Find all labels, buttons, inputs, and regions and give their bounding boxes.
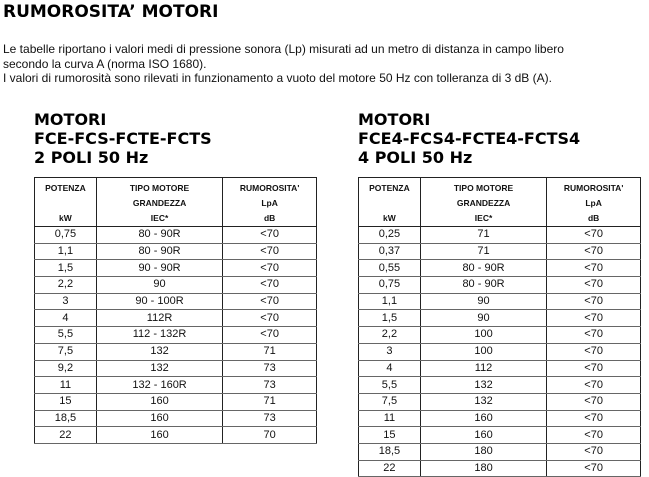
cell-potenza: 18,5 bbox=[359, 443, 421, 460]
header-line: IEC* bbox=[150, 213, 169, 223]
noise-table-2-poles bbox=[34, 177, 317, 444]
header-line: kW bbox=[383, 213, 396, 223]
right-table-title bbox=[358, 110, 580, 167]
table-row bbox=[35, 377, 317, 394]
cell-rumorosita: 73 bbox=[223, 377, 317, 394]
cell-potenza: 1,1 bbox=[359, 293, 421, 310]
cell-potenza: 1,1 bbox=[35, 243, 97, 260]
table-row bbox=[359, 377, 641, 394]
cell-rumorosita: <70 bbox=[547, 393, 641, 410]
header-line: POTENZA bbox=[369, 183, 410, 193]
page-title: RUMOROSITA’ MOTORI bbox=[3, 2, 219, 22]
header-line: GRANDEZZA bbox=[132, 198, 187, 208]
table-title-line: 4 POLI 50 Hz bbox=[358, 148, 473, 167]
table-row bbox=[359, 343, 641, 360]
cell-potenza: 18,5 bbox=[35, 410, 97, 427]
header-line bbox=[360, 196, 419, 211]
cell-tipo-motore: 160 bbox=[420, 427, 546, 444]
cell-potenza: 15 bbox=[359, 427, 421, 444]
table-body bbox=[35, 227, 317, 444]
cell-rumorosita: <70 bbox=[547, 410, 641, 427]
cell-rumorosita: <70 bbox=[547, 343, 641, 360]
cell-tipo-motore: 80 - 90R bbox=[96, 227, 222, 244]
cell-rumorosita: <70 bbox=[223, 310, 317, 327]
table-row bbox=[35, 260, 317, 277]
table-title-line: 2 POLI 50 Hz bbox=[34, 148, 149, 167]
table-row bbox=[35, 310, 317, 327]
table-row bbox=[359, 327, 641, 344]
table-title-line: FCE-FCS-FCTE-FCTS bbox=[34, 129, 212, 148]
header-line: TIPO MOTORE bbox=[453, 183, 514, 193]
cell-tipo-motore: 71 bbox=[420, 227, 546, 244]
cell-potenza: 22 bbox=[35, 427, 97, 444]
left-table-title bbox=[34, 110, 212, 167]
cell-tipo-motore: 132 - 160R bbox=[96, 377, 222, 394]
cell-tipo-motore: 180 bbox=[420, 460, 546, 477]
cell-potenza: 11 bbox=[359, 410, 421, 427]
table-row bbox=[359, 260, 641, 277]
cell-potenza: 22 bbox=[359, 460, 421, 477]
cell-tipo-motore: 160 bbox=[420, 410, 546, 427]
cell-tipo-motore: 90 bbox=[420, 310, 546, 327]
header-line: GRANDEZZA bbox=[456, 198, 511, 208]
table-row bbox=[359, 410, 641, 427]
header-line: kW bbox=[59, 213, 72, 223]
table-row bbox=[359, 227, 641, 244]
cell-tipo-motore: 160 bbox=[96, 393, 222, 410]
cell-rumorosita: 73 bbox=[223, 360, 317, 377]
intro-line: Le tabelle riportano i valori medi di pressione sonora (Lp) misurati ad un metro di distanza in campo libero bbox=[3, 42, 564, 56]
table-row bbox=[35, 410, 317, 427]
cell-rumorosita: 71 bbox=[223, 393, 317, 410]
table-row bbox=[359, 427, 641, 444]
cell-potenza: 0,75 bbox=[359, 277, 421, 294]
cell-rumorosita: <70 bbox=[223, 293, 317, 310]
cell-rumorosita: <70 bbox=[223, 277, 317, 294]
table-row bbox=[359, 460, 641, 477]
intro-line: I valori di rumorosità sono rilevati in funzionamento a vuoto del motore 50 Hz con tolleranza di 3 dB (A). bbox=[3, 71, 552, 85]
cell-potenza: 3 bbox=[359, 343, 421, 360]
header-line: RUMOROSITA' bbox=[563, 183, 624, 193]
table-header bbox=[359, 178, 641, 227]
table-row bbox=[359, 293, 641, 310]
cell-potenza: 4 bbox=[359, 360, 421, 377]
cell-potenza: 1,5 bbox=[359, 310, 421, 327]
cell-rumorosita: <70 bbox=[223, 243, 317, 260]
cell-rumorosita: <70 bbox=[547, 277, 641, 294]
cell-potenza: 7,5 bbox=[359, 393, 421, 410]
cell-tipo-motore: 100 bbox=[420, 343, 546, 360]
cell-rumorosita: <70 bbox=[223, 327, 317, 344]
cell-potenza: 0,25 bbox=[359, 227, 421, 244]
table-body bbox=[359, 227, 641, 477]
header-line bbox=[36, 196, 95, 211]
cell-potenza: 7,5 bbox=[35, 343, 97, 360]
table-row bbox=[35, 360, 317, 377]
table-row bbox=[35, 343, 317, 360]
cell-potenza: 9,2 bbox=[35, 360, 97, 377]
cell-tipo-motore: 132 bbox=[96, 343, 222, 360]
cell-potenza: 2,2 bbox=[35, 277, 97, 294]
table-row bbox=[359, 393, 641, 410]
header-line: RUMOROSITA' bbox=[239, 183, 300, 193]
cell-potenza: 1,5 bbox=[35, 260, 97, 277]
table-row bbox=[35, 227, 317, 244]
cell-rumorosita: <70 bbox=[547, 243, 641, 260]
header-rumorosita bbox=[547, 178, 641, 227]
cell-tipo-motore: 132 bbox=[96, 360, 222, 377]
cell-tipo-motore: 90 bbox=[96, 277, 222, 294]
cell-rumorosita: <70 bbox=[547, 293, 641, 310]
cell-rumorosita: <70 bbox=[547, 327, 641, 344]
table-row bbox=[359, 243, 641, 260]
cell-rumorosita: <70 bbox=[223, 227, 317, 244]
cell-rumorosita: <70 bbox=[547, 427, 641, 444]
header-line: IEC* bbox=[474, 213, 493, 223]
header-line: LpA bbox=[261, 198, 278, 208]
header-line: TIPO MOTORE bbox=[129, 183, 190, 193]
cell-rumorosita: <70 bbox=[547, 260, 641, 277]
header-potenza bbox=[359, 178, 421, 227]
cell-potenza: 4 bbox=[35, 310, 97, 327]
table-title-line: MOTORI bbox=[34, 110, 107, 129]
header-rumorosita bbox=[223, 178, 317, 227]
table-row bbox=[35, 277, 317, 294]
table-title-line: MOTORI bbox=[358, 110, 431, 129]
cell-tipo-motore: 112R bbox=[96, 310, 222, 327]
cell-potenza: 5,5 bbox=[359, 377, 421, 394]
cell-rumorosita: <70 bbox=[547, 227, 641, 244]
intro-text bbox=[3, 42, 643, 86]
cell-potenza: 3 bbox=[35, 293, 97, 310]
cell-tipo-motore: 71 bbox=[420, 243, 546, 260]
cell-tipo-motore: 160 bbox=[96, 410, 222, 427]
cell-tipo-motore: 80 - 90R bbox=[96, 243, 222, 260]
header-tipo-motore bbox=[96, 178, 222, 227]
cell-rumorosita: <70 bbox=[547, 310, 641, 327]
cell-rumorosita: <70 bbox=[547, 460, 641, 477]
header-line: dB bbox=[587, 213, 600, 223]
cell-rumorosita: <70 bbox=[547, 377, 641, 394]
table-row bbox=[35, 243, 317, 260]
table-row bbox=[35, 427, 317, 444]
intro-line: secondo la curva A (norma ISO 1680). bbox=[3, 56, 207, 71]
cell-potenza: 5,5 bbox=[35, 327, 97, 344]
noise-table-4-poles bbox=[358, 177, 641, 477]
table-row bbox=[359, 310, 641, 327]
cell-tipo-motore: 112 bbox=[420, 360, 546, 377]
cell-rumorosita: <70 bbox=[223, 260, 317, 277]
cell-potenza: 15 bbox=[35, 393, 97, 410]
cell-rumorosita: 71 bbox=[223, 343, 317, 360]
table-row bbox=[359, 443, 641, 460]
cell-potenza: 0,75 bbox=[35, 227, 97, 244]
cell-tipo-motore: 132 bbox=[420, 393, 546, 410]
cell-tipo-motore: 132 bbox=[420, 377, 546, 394]
header-potenza bbox=[35, 178, 97, 227]
header-tipo-motore bbox=[420, 178, 546, 227]
cell-potenza: 0,37 bbox=[359, 243, 421, 260]
table-header bbox=[35, 178, 317, 227]
cell-rumorosita: 73 bbox=[223, 410, 317, 427]
cell-potenza: 0,55 bbox=[359, 260, 421, 277]
table-row bbox=[35, 393, 317, 410]
cell-tipo-motore: 90 bbox=[420, 293, 546, 310]
cell-tipo-motore: 180 bbox=[420, 443, 546, 460]
header-line: dB bbox=[263, 213, 276, 223]
cell-tipo-motore: 80 - 90R bbox=[420, 277, 546, 294]
cell-potenza: 2,2 bbox=[359, 327, 421, 344]
header-line: POTENZA bbox=[45, 183, 86, 193]
table-row bbox=[359, 360, 641, 377]
table-row bbox=[35, 293, 317, 310]
header-line: LpA bbox=[585, 198, 602, 208]
cell-tipo-motore: 112 - 132R bbox=[96, 327, 222, 344]
table-row bbox=[35, 327, 317, 344]
cell-tipo-motore: 80 - 90R bbox=[420, 260, 546, 277]
cell-tipo-motore: 90 - 100R bbox=[96, 293, 222, 310]
cell-rumorosita: <70 bbox=[547, 443, 641, 460]
table-row bbox=[359, 277, 641, 294]
cell-rumorosita: 70 bbox=[223, 427, 317, 444]
cell-tipo-motore: 90 - 90R bbox=[96, 260, 222, 277]
cell-tipo-motore: 160 bbox=[96, 427, 222, 444]
cell-tipo-motore: 100 bbox=[420, 327, 546, 344]
table-title-line: FCE4-FCS4-FCTE4-FCTS4 bbox=[358, 129, 581, 148]
cell-potenza: 11 bbox=[35, 377, 97, 394]
cell-rumorosita: <70 bbox=[547, 360, 641, 377]
